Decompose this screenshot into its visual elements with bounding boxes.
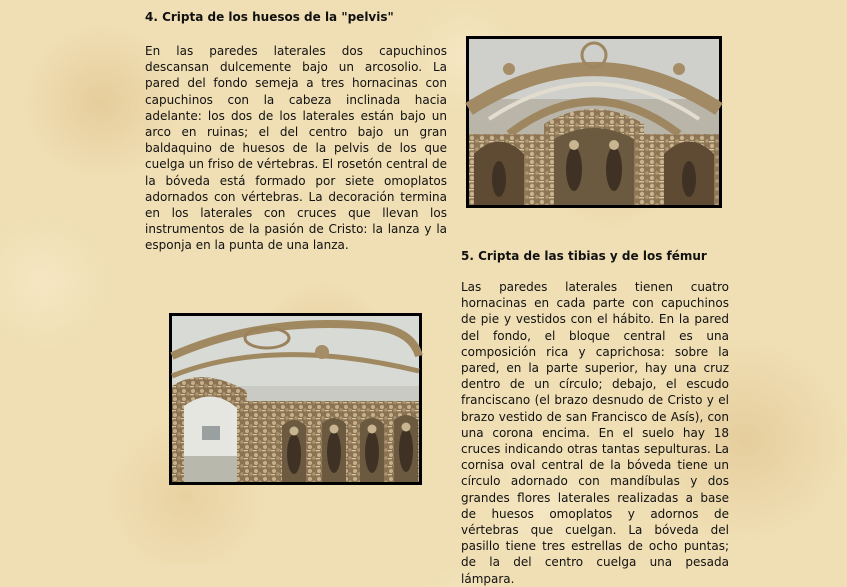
crypt-tibias-photo (169, 313, 422, 485)
section-4-heading: 4. Cripta de los huesos de la "pelvis" (145, 10, 394, 24)
section-5-heading: 5. Cripta de las tibias y de los fémur (461, 249, 707, 263)
crypt-pelvis-photo (466, 36, 722, 208)
section-5-paragraph: Las paredes laterales tienen cuatro hornacinas en cada parte con capuchinos de pie y vestidos con el hábito. En la pared del fondo, el bloque central es una composición rica y caprichosa: sobre la pared, en la parte superior, hay una cruz dentro de un círculo; debajo, el escudo franciscano (el brazo desnudo de Cristo y el brazo vestido de san Francisco de Asís), con una corona encima. En el suelo hay 18 cruces indicando otras tantas sepulturas. La cornisa oval central de la bóveda tiene un círculo adornado con mandíbulas y dos grandes flores laterales realizadas a base de huesos omoplatos y adornos de vértebras que cuelgan. La bóveda del pasillo tiene tres estrellas de ocho puntas; de la del centro cuelga una pesada lámpara. (461, 280, 729, 586)
section-4-paragraph: En las paredes laterales dos capuchinos descansan dulcemente bajo un arcosolio. La pared del fondo semeja a tres hornacinas con capuchinos con la cabeza inclinada hacia adelante: los dos de los laterales están bajo un arco en ruinas; el del centro bajo un gran baldaquino de huesos de la pelvis de los que cuelga un friso de vértebras. El rosetón central de la bóveda está formado por siete omoplatos adornados con vértebras. La decoración termina en los laterales con cruces que llevan los instrumentos de la pasión de Cristo: la lanza y la esponja en la punta de una lanza. (145, 44, 447, 253)
